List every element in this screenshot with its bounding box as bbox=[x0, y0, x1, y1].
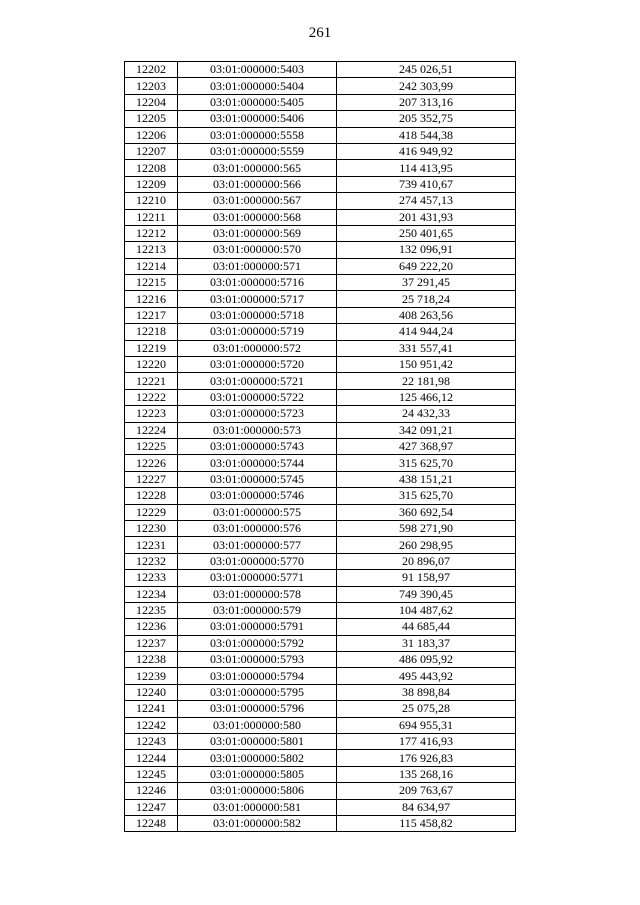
cadastral-number-cell: 03:01:000000:5801 bbox=[178, 734, 337, 750]
row-number-cell: 12209 bbox=[125, 176, 178, 192]
row-number-cell: 12236 bbox=[125, 619, 178, 635]
cadastral-number-cell: 03:01:000000:568 bbox=[178, 209, 337, 225]
cadastral-number-cell: 03:01:000000:5791 bbox=[178, 619, 337, 635]
row-number-cell: 12242 bbox=[125, 717, 178, 733]
cadastral-number-cell: 03:01:000000:5723 bbox=[178, 406, 337, 422]
cadastral-number-cell: 03:01:000000:5718 bbox=[178, 307, 337, 323]
row-number-cell: 12204 bbox=[125, 94, 178, 110]
table-row bbox=[125, 471, 516, 487]
row-number-cell: 12226 bbox=[125, 455, 178, 471]
row-number-cell: 12213 bbox=[125, 242, 178, 258]
row-number-cell: 12225 bbox=[125, 438, 178, 454]
row-number-cell: 12211 bbox=[125, 209, 178, 225]
cadastral-value-cell: 125 466,12 bbox=[337, 389, 516, 405]
cadastral-number-cell: 03:01:000000:5403 bbox=[178, 62, 337, 78]
cadastral-value-cell: 342 091,21 bbox=[337, 422, 516, 438]
row-number-cell: 12240 bbox=[125, 684, 178, 700]
table-row bbox=[125, 225, 516, 241]
cadastral-value-cell: 25 718,24 bbox=[337, 291, 516, 307]
cadastral-value-cell: 486 095,92 bbox=[337, 652, 516, 668]
table-row bbox=[125, 520, 516, 536]
cadastral-value-cell: 315 625,70 bbox=[337, 488, 516, 504]
row-number-cell: 12230 bbox=[125, 520, 178, 536]
cadastral-number-cell: 03:01:000000:5716 bbox=[178, 275, 337, 291]
row-number-cell: 12224 bbox=[125, 422, 178, 438]
cadastral-number-cell: 03:01:000000:575 bbox=[178, 504, 337, 520]
cadastral-number-cell: 03:01:000000:5771 bbox=[178, 570, 337, 586]
table-row bbox=[125, 504, 516, 520]
cadastral-value-cell: 598 271,90 bbox=[337, 520, 516, 536]
cadastral-value-cell: 250 401,65 bbox=[337, 225, 516, 241]
row-number-cell: 12216 bbox=[125, 291, 178, 307]
row-number-cell: 12231 bbox=[125, 537, 178, 553]
cadastral-number-cell: 03:01:000000:5717 bbox=[178, 291, 337, 307]
table-row bbox=[125, 635, 516, 651]
table-row bbox=[125, 668, 516, 684]
table-row bbox=[125, 799, 516, 815]
cadastral-number-cell: 03:01:000000:578 bbox=[178, 586, 337, 602]
row-number-cell: 12210 bbox=[125, 193, 178, 209]
cadastral-value-cell: 115 458,82 bbox=[337, 815, 516, 831]
table-row bbox=[125, 143, 516, 159]
table-row bbox=[125, 619, 516, 635]
table-row bbox=[125, 438, 516, 454]
row-number-cell: 12203 bbox=[125, 78, 178, 94]
cadastral-value-cell: 114 413,95 bbox=[337, 160, 516, 176]
cadastral-number-cell: 03:01:000000:569 bbox=[178, 225, 337, 241]
cadastral-value-cell: 495 443,92 bbox=[337, 668, 516, 684]
cadastral-value-cell: 694 955,31 bbox=[337, 717, 516, 733]
cadastral-number-cell: 03:01:000000:5793 bbox=[178, 652, 337, 668]
row-number-cell: 12208 bbox=[125, 160, 178, 176]
cadastral-number-cell: 03:01:000000:5405 bbox=[178, 94, 337, 110]
cadastral-value-cell: 205 352,75 bbox=[337, 111, 516, 127]
cadastral-value-cell: 209 763,67 bbox=[337, 783, 516, 799]
table-row bbox=[125, 701, 516, 717]
cadastral-value-cell: 132 096,91 bbox=[337, 242, 516, 258]
cadastral-value-cell: 315 625,70 bbox=[337, 455, 516, 471]
table-row bbox=[125, 258, 516, 274]
row-number-cell: 12227 bbox=[125, 471, 178, 487]
row-number-cell: 12239 bbox=[125, 668, 178, 684]
cadastral-value-cell: 150 951,42 bbox=[337, 357, 516, 373]
cadastral-number-cell: 03:01:000000:5743 bbox=[178, 438, 337, 454]
cadastral-number-cell: 03:01:000000:579 bbox=[178, 602, 337, 618]
cadastral-value-cell: 91 158,97 bbox=[337, 570, 516, 586]
row-number-cell: 12220 bbox=[125, 357, 178, 373]
cadastral-number-cell: 03:01:000000:5745 bbox=[178, 471, 337, 487]
table-row bbox=[125, 570, 516, 586]
row-number-cell: 12246 bbox=[125, 783, 178, 799]
cadastral-value-cell: 245 026,51 bbox=[337, 62, 516, 78]
cadastral-number-cell: 03:01:000000:5404 bbox=[178, 78, 337, 94]
row-number-cell: 12205 bbox=[125, 111, 178, 127]
row-number-cell: 12232 bbox=[125, 553, 178, 569]
table-row bbox=[125, 111, 516, 127]
cadastral-number-cell: 03:01:000000:572 bbox=[178, 340, 337, 356]
cadastral-number-cell: 03:01:000000:5794 bbox=[178, 668, 337, 684]
row-number-cell: 12206 bbox=[125, 127, 178, 143]
table-row bbox=[125, 209, 516, 225]
cadastral-value-cell: 44 685,44 bbox=[337, 619, 516, 635]
cadastral-value-cell: 242 303,99 bbox=[337, 78, 516, 94]
cadastral-number-cell: 03:01:000000:5744 bbox=[178, 455, 337, 471]
cadastral-value-cell: 360 692,54 bbox=[337, 504, 516, 520]
row-number-cell: 12248 bbox=[125, 815, 178, 831]
row-number-cell: 12245 bbox=[125, 766, 178, 782]
row-number-cell: 12234 bbox=[125, 586, 178, 602]
cadastral-number-cell: 03:01:000000:5770 bbox=[178, 553, 337, 569]
table-row bbox=[125, 766, 516, 782]
page-number: 261 bbox=[308, 25, 332, 41]
cadastral-value-cell: 749 390,45 bbox=[337, 586, 516, 602]
cadastral-value-cell: 201 431,93 bbox=[337, 209, 516, 225]
cadastral-number-cell: 03:01:000000:580 bbox=[178, 717, 337, 733]
table-row bbox=[125, 815, 516, 831]
cadastral-number-cell: 03:01:000000:577 bbox=[178, 537, 337, 553]
cadastral-value-cell: 274 457,13 bbox=[337, 193, 516, 209]
row-number-cell: 12219 bbox=[125, 340, 178, 356]
row-number-cell: 12202 bbox=[125, 62, 178, 78]
table-row bbox=[125, 750, 516, 766]
row-number-cell: 12223 bbox=[125, 406, 178, 422]
cadastral-number-cell: 03:01:000000:5720 bbox=[178, 357, 337, 373]
cadastral-number-cell: 03:01:000000:566 bbox=[178, 176, 337, 192]
cadastral-value-cell: 31 183,37 bbox=[337, 635, 516, 651]
table-row bbox=[125, 242, 516, 258]
table-row bbox=[125, 537, 516, 553]
cadastral-value-cell: 649 222,20 bbox=[337, 258, 516, 274]
cadastral-value-cell: 176 926,83 bbox=[337, 750, 516, 766]
row-number-cell: 12215 bbox=[125, 275, 178, 291]
cadastral-value-cell: 416 949,92 bbox=[337, 143, 516, 159]
cadastral-value-cell: 331 557,41 bbox=[337, 340, 516, 356]
table-row bbox=[125, 455, 516, 471]
cadastral-number-cell: 03:01:000000:5722 bbox=[178, 389, 337, 405]
cadastral-value-cell: 38 898,84 bbox=[337, 684, 516, 700]
cadastral-number-cell: 03:01:000000:576 bbox=[178, 520, 337, 536]
table-row bbox=[125, 684, 516, 700]
cadastral-number-cell: 03:01:000000:565 bbox=[178, 160, 337, 176]
table-row bbox=[125, 553, 516, 569]
table-row bbox=[125, 586, 516, 602]
table-row bbox=[125, 717, 516, 733]
row-number-cell: 12221 bbox=[125, 373, 178, 389]
cadastral-number-cell: 03:01:000000:5559 bbox=[178, 143, 337, 159]
cadastral-value-cell: 418 544,38 bbox=[337, 127, 516, 143]
cadastral-value-cell: 24 432,33 bbox=[337, 406, 516, 422]
table-row bbox=[125, 176, 516, 192]
cadastral-value-cell: 37 291,45 bbox=[337, 275, 516, 291]
cadastral-number-cell: 03:01:000000:5746 bbox=[178, 488, 337, 504]
cadastral-number-cell: 03:01:000000:5805 bbox=[178, 766, 337, 782]
cadastral-value-cell: 207 313,16 bbox=[337, 94, 516, 110]
row-number-cell: 12229 bbox=[125, 504, 178, 520]
cadastral-number-cell: 03:01:000000:570 bbox=[178, 242, 337, 258]
table-row bbox=[125, 94, 516, 110]
cadastral-value-cell: 177 416,93 bbox=[337, 734, 516, 750]
cadastral-number-cell: 03:01:000000:5719 bbox=[178, 324, 337, 340]
row-number-cell: 12243 bbox=[125, 734, 178, 750]
cadastral-value-cell: 22 181,98 bbox=[337, 373, 516, 389]
cadastral-number-cell: 03:01:000000:5792 bbox=[178, 635, 337, 651]
cadastral-value-cell: 135 268,16 bbox=[337, 766, 516, 782]
table-row bbox=[125, 488, 516, 504]
table-row bbox=[125, 340, 516, 356]
cadastral-number-cell: 03:01:000000:5802 bbox=[178, 750, 337, 766]
cadastral-value-cell: 414 944,24 bbox=[337, 324, 516, 340]
cadastral-value-cell: 20 896,07 bbox=[337, 553, 516, 569]
cadastral-value-cell: 260 298,95 bbox=[337, 537, 516, 553]
table-row bbox=[125, 275, 516, 291]
row-number-cell: 12218 bbox=[125, 324, 178, 340]
cadastral-number-cell: 03:01:000000:5558 bbox=[178, 127, 337, 143]
row-number-cell: 12228 bbox=[125, 488, 178, 504]
table-row bbox=[125, 734, 516, 750]
cadastral-value-cell: 438 151,21 bbox=[337, 471, 516, 487]
cadastral-number-cell: 03:01:000000:5721 bbox=[178, 373, 337, 389]
row-number-cell: 12222 bbox=[125, 389, 178, 405]
row-number-cell: 12244 bbox=[125, 750, 178, 766]
cadastral-value-cell: 104 487,62 bbox=[337, 602, 516, 618]
cadastral-number-cell: 03:01:000000:5406 bbox=[178, 111, 337, 127]
table-row bbox=[125, 389, 516, 405]
row-number-cell: 12212 bbox=[125, 225, 178, 241]
table-row bbox=[125, 783, 516, 799]
table-row bbox=[125, 357, 516, 373]
cadastral-value-table bbox=[124, 61, 516, 832]
cadastral-value-cell: 408 263,56 bbox=[337, 307, 516, 323]
table-row bbox=[125, 160, 516, 176]
table-row bbox=[125, 406, 516, 422]
table-row bbox=[125, 373, 516, 389]
table-row bbox=[125, 652, 516, 668]
table-row bbox=[125, 193, 516, 209]
row-number-cell: 12238 bbox=[125, 652, 178, 668]
cadastral-value-cell: 739 410,67 bbox=[337, 176, 516, 192]
row-number-cell: 12217 bbox=[125, 307, 178, 323]
table-row bbox=[125, 291, 516, 307]
cadastral-value-cell: 84 634,97 bbox=[337, 799, 516, 815]
cadastral-number-cell: 03:01:000000:5806 bbox=[178, 783, 337, 799]
cadastral-number-cell: 03:01:000000:573 bbox=[178, 422, 337, 438]
cadastral-value-cell: 427 368,97 bbox=[337, 438, 516, 454]
cadastral-number-cell: 03:01:000000:582 bbox=[178, 815, 337, 831]
row-number-cell: 12214 bbox=[125, 258, 178, 274]
cadastral-number-cell: 03:01:000000:5795 bbox=[178, 684, 337, 700]
table-row bbox=[125, 422, 516, 438]
table-row bbox=[125, 307, 516, 323]
cadastral-number-cell: 03:01:000000:567 bbox=[178, 193, 337, 209]
row-number-cell: 12207 bbox=[125, 143, 178, 159]
row-number-cell: 12233 bbox=[125, 570, 178, 586]
row-number-cell: 12235 bbox=[125, 602, 178, 618]
row-number-cell: 12247 bbox=[125, 799, 178, 815]
table-row bbox=[125, 62, 516, 78]
cadastral-number-cell: 03:01:000000:5796 bbox=[178, 701, 337, 717]
cadastral-number-cell: 03:01:000000:581 bbox=[178, 799, 337, 815]
table-row bbox=[125, 127, 516, 143]
cadastral-number-cell: 03:01:000000:571 bbox=[178, 258, 337, 274]
cadastral-value-cell: 25 075,28 bbox=[337, 701, 516, 717]
table-row bbox=[125, 324, 516, 340]
row-number-cell: 12241 bbox=[125, 701, 178, 717]
table-row bbox=[125, 78, 516, 94]
table-body bbox=[125, 62, 516, 832]
row-number-cell: 12237 bbox=[125, 635, 178, 651]
table-row bbox=[125, 602, 516, 618]
